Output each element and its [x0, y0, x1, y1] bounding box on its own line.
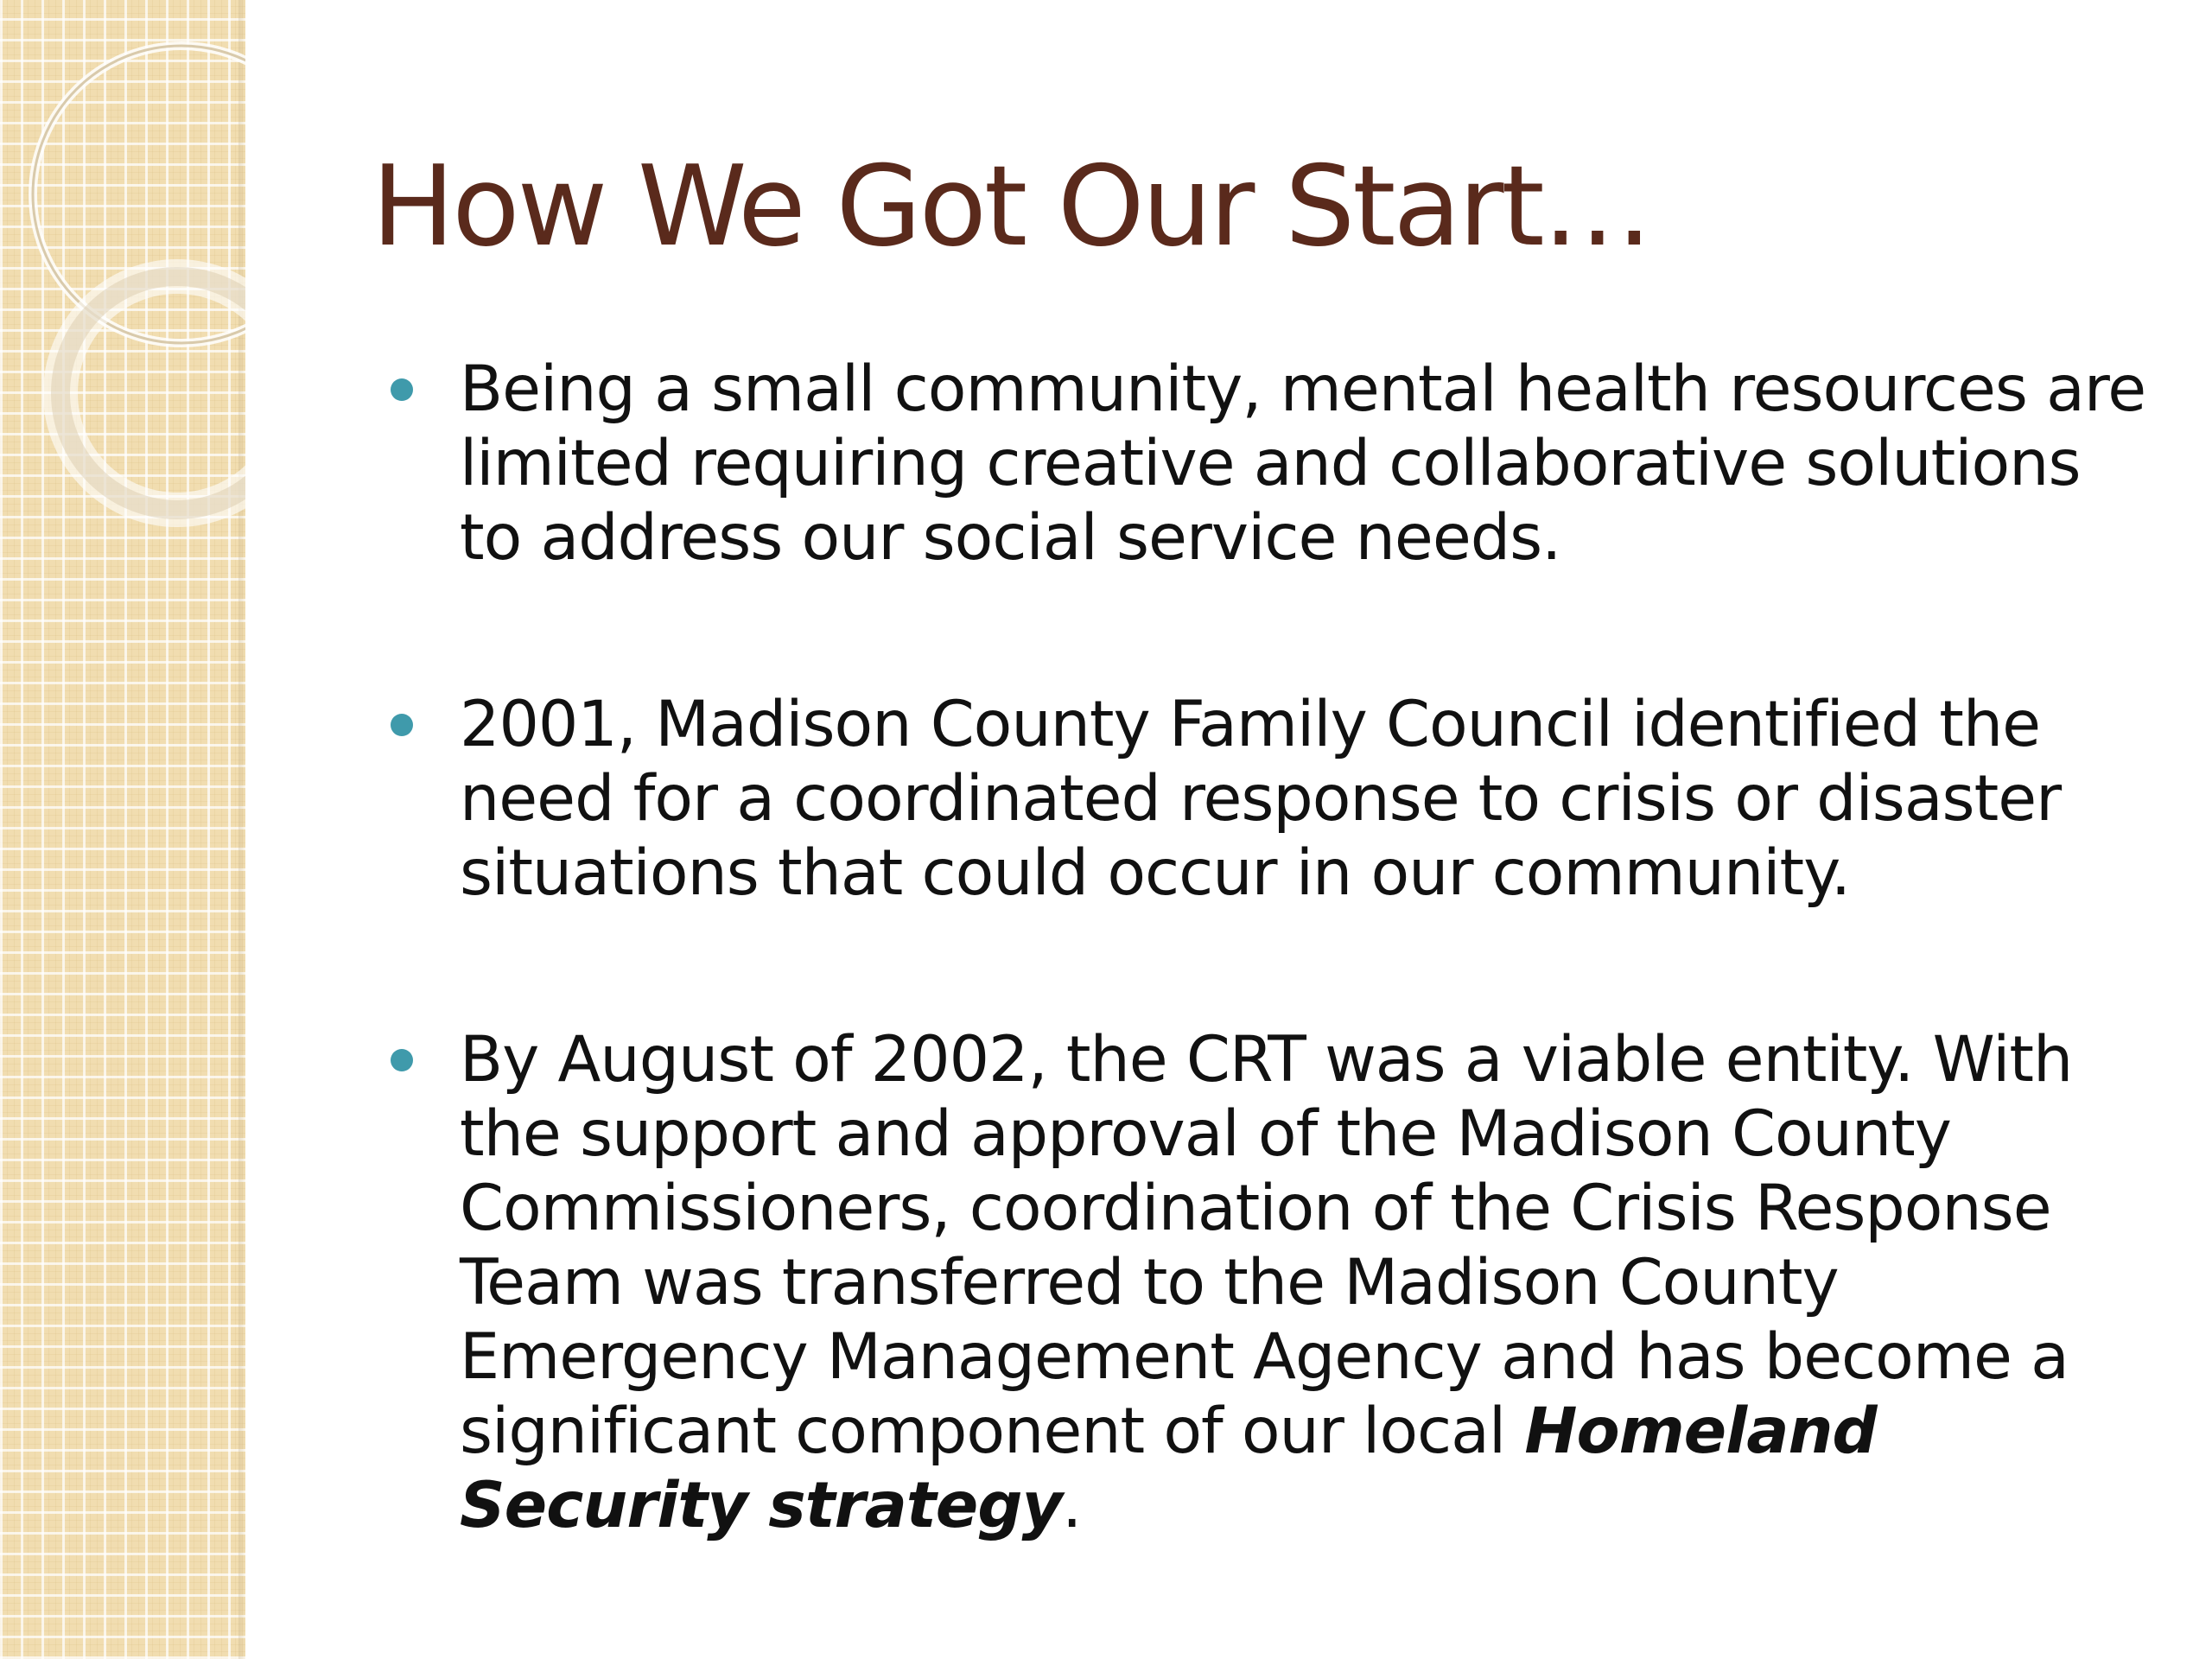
bullet-dot-icon	[391, 1049, 413, 1071]
decorative-rings-icon	[0, 0, 245, 553]
bullet-text-3-emphasis: Homeland Security strategy	[460, 1395, 1877, 1542]
bullet-text-1: Being a small community, mental health resources are limited requiring creative and collaborative solutions to address our social service needs.	[460, 353, 2146, 575]
bullet-item-2	[391, 688, 2153, 911]
bullet-list	[391, 353, 2153, 1656]
bullet-item-1	[391, 353, 2153, 575]
slide-title: How We Got Our Start…	[372, 143, 1650, 271]
bullet-item-3	[391, 1023, 2153, 1543]
bullet-text-3-end: .	[1062, 1469, 1082, 1542]
bullet-text-3: By August of 2002, the CRT was a viable entity. With the support and approval of the Madison County Commissioners, coordination of the Crisis Response Team was transferred to the Madison County Emergency Management Agency and has become a significant component of our local	[460, 1023, 2073, 1468]
bullet-dot-icon	[391, 378, 413, 401]
bullet-dot-icon	[391, 714, 413, 736]
bullet-text-2: 2001, Madison County Family Council identified the need for a coordinated response to crisis or disaster situations that could occur in our community.	[460, 688, 2062, 910]
